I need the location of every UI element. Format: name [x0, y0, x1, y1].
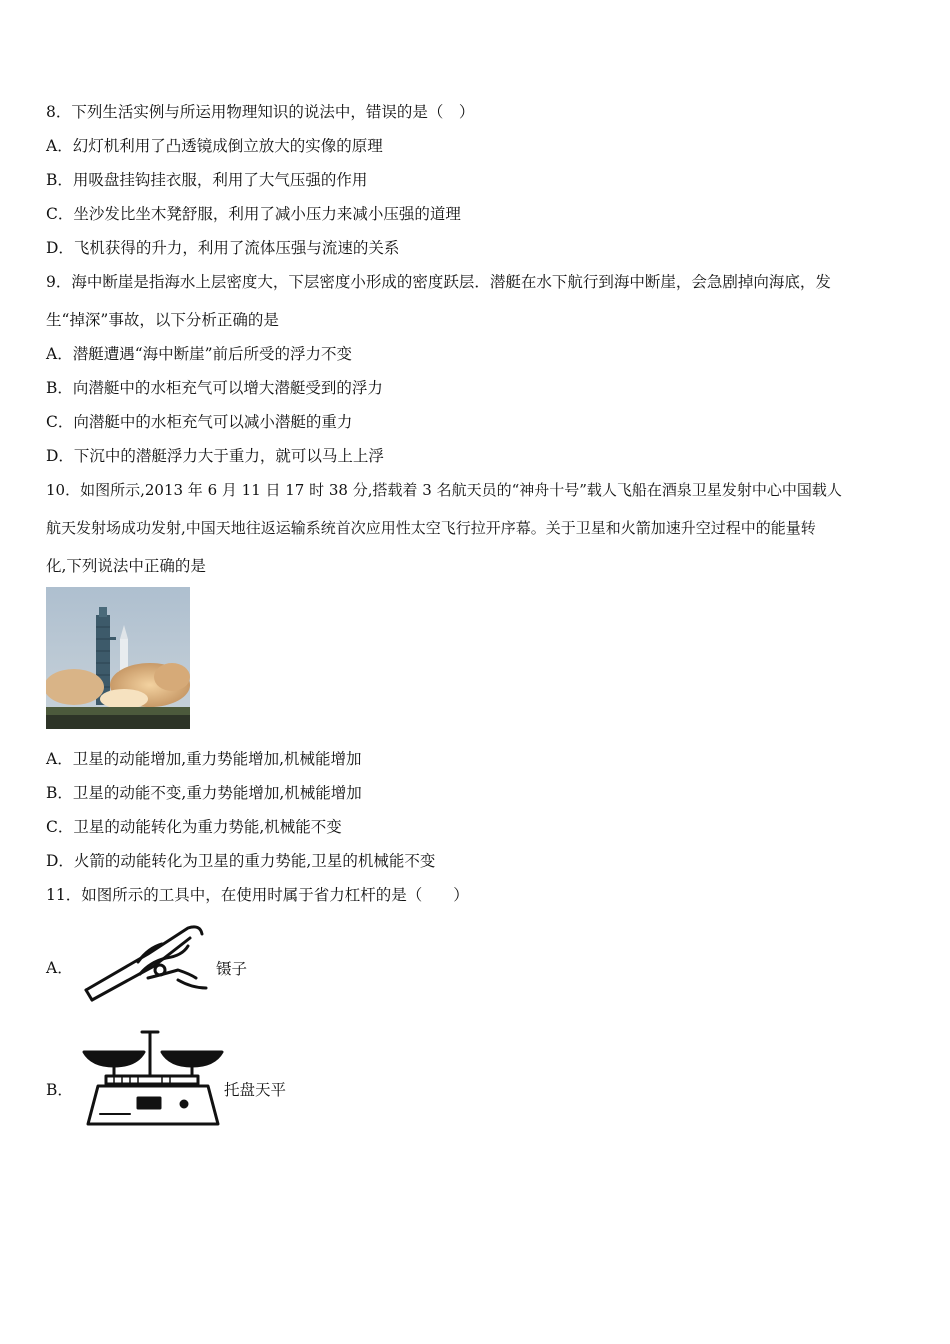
q11-option-b-letter: B． — [46, 1081, 73, 1099]
rocket-launch-illustration — [46, 587, 190, 729]
q8-option-d: D．飞机获得的升力，利用了流体压强与流速的关系 — [46, 239, 400, 257]
q9-option-a: A．潜艇遭遇“海中断崖”前后所受的浮力不变 — [46, 345, 353, 363]
q8-option-a: A．幻灯机利用了凸透镜成倒立放大的实像的原理 — [46, 137, 383, 155]
rocket-launch-photo — [46, 587, 190, 729]
q10-option-b: B．卫星的动能不变,重力势能增加,机械能增加 — [46, 784, 362, 802]
q8-option-b: B．用吸盘挂钩挂衣服，利用了大气压强的作用 — [46, 171, 368, 189]
q11-option-a-name: 镊子 — [216, 960, 248, 978]
q10-stem-line-1: 10．如图所示,2013 年 6 月 11 日 17 时 38 分,搭载着 3 名航天员的“神舟十号”载人飞船在酒泉卫星发射中心中国载人 — [46, 481, 842, 499]
q11-option-a-letter: A． — [46, 959, 73, 977]
q10-option-d: D．火箭的动能转化为卫星的重力势能,卫星的机械能不变 — [46, 852, 436, 870]
q9-stem-line-1: 9．海中断崖是指海水上层密度大，下层密度小形成的密度跃层．潜艇在水下航行到海中断崖，会急剧掉向海底，发 — [46, 273, 831, 291]
q9-option-c: C．向潜艇中的水柜充气可以减小潜艇的重力 — [46, 413, 353, 431]
q10-option-c: C．卫星的动能转化为重力势能,机械能不变 — [46, 818, 342, 836]
q8-option-c: C．坐沙发比坐木凳舒服，利用了减小压力来减小压强的道理 — [46, 205, 461, 223]
q10-stem-line-3: 化,下列说法中正确的是 — [46, 557, 206, 575]
tray-balance-drawing — [80, 1026, 225, 1131]
tweezers-drawing — [78, 918, 213, 1008]
q9-option-d: D．下沉中的潜艇浮力大于重力，就可以马上上浮 — [46, 447, 384, 465]
q11-stem: 11．如图所示的工具中，在使用时属于省力杠杆的是（ ） — [46, 886, 469, 904]
q9-option-b: B．向潜艇中的水柜充气可以增大潜艇受到的浮力 — [46, 379, 383, 397]
q11-option-b-name: 托盘天平 — [224, 1081, 287, 1099]
q10-option-a: A．卫星的动能增加,重力势能增加,机械能增加 — [46, 750, 362, 768]
q8-stem: 8．下列生活实例与所运用物理知识的说法中，错误的是（ ） — [46, 103, 475, 121]
q10-stem-line-2: 航天发射场成功发射,中国天地往返运输系统首次应用性太空飞行拉开序幕。关于卫星和火箭加速升空过程中的能量转 — [46, 519, 816, 537]
q9-stem-line-2: 生“掉深”事故，以下分析正确的是 — [46, 311, 279, 329]
